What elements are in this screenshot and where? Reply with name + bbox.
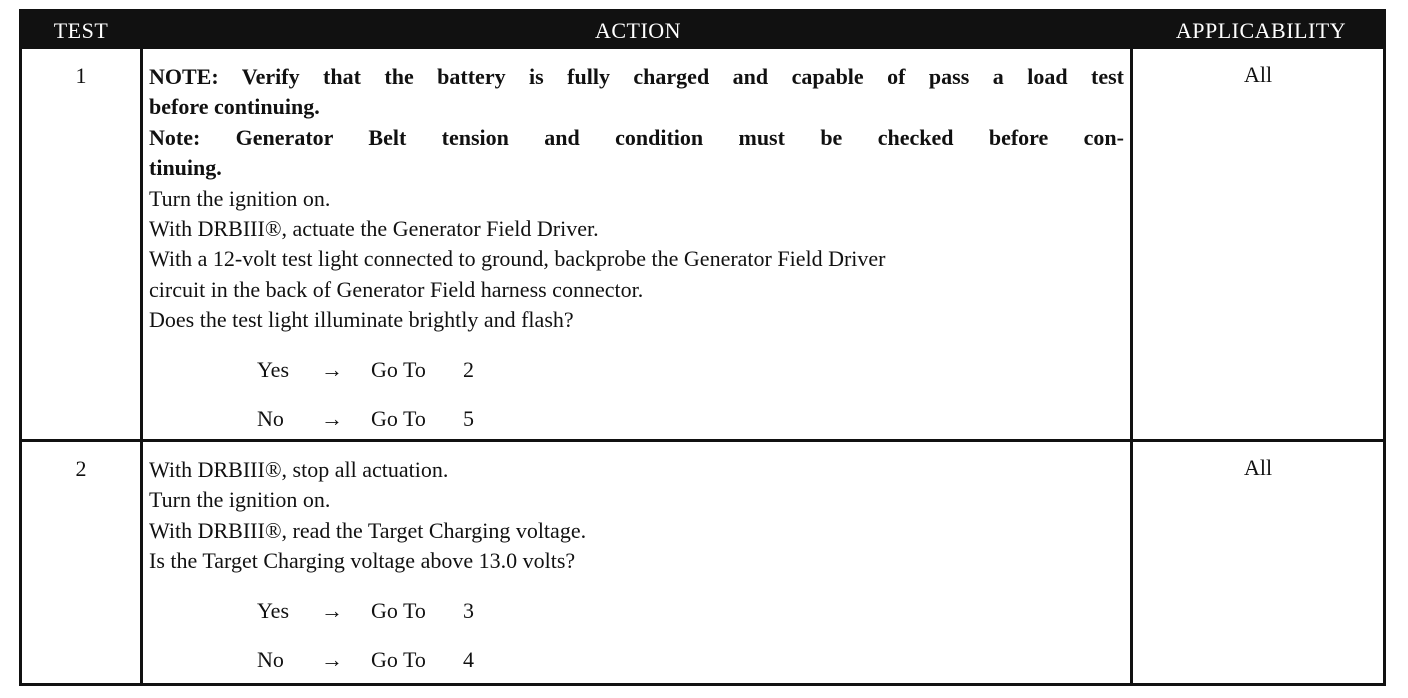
note-line: Note: Generator Belt tension and condition must be checked before con- [149, 124, 1124, 150]
arrow-icon: → [321, 405, 343, 431]
note-line: tinuing. [149, 155, 222, 181]
arrow-icon: → [321, 646, 343, 672]
goto-target: 3 [463, 597, 474, 623]
instruction-line: Turn the ignition on. [149, 487, 331, 513]
goto-label: Go To [371, 646, 426, 672]
column-divider [1130, 49, 1133, 439]
goto-label: Go To [371, 356, 426, 382]
diagnostic-test-table [19, 9, 1386, 686]
applicability-value: All [1243, 455, 1273, 480]
goto-target: 5 [463, 405, 474, 431]
test-number: 1 [75, 63, 87, 88]
action-cell [149, 62, 1124, 453]
answer-label: Yes [257, 356, 290, 382]
instruction-line: With DRBIII®, actuate the Generator Field Driver. [149, 216, 599, 242]
answer-label: No [257, 405, 284, 431]
test-number: 2 [75, 456, 87, 481]
instruction-line: Turn the ignition on. [149, 185, 331, 211]
table-row [22, 442, 1383, 683]
column-divider [140, 49, 143, 439]
answer-option-yes [257, 596, 1124, 645]
answer-label: No [257, 646, 284, 672]
note-line: NOTE: Verify that the battery is fully charged and capable of pass a load test [149, 64, 1124, 89]
header-applicability: APPLICABILITY [1175, 18, 1347, 43]
answer-options [149, 355, 1124, 453]
header-test: TEST [53, 18, 109, 43]
note-line: before continuing. [149, 94, 320, 120]
instruction-line: With a 12-volt test light connected to ground, backprobe the Generator Field Driver [149, 246, 886, 272]
answer-option-yes [257, 355, 1124, 404]
goto-target: 2 [463, 356, 474, 382]
answer-label: Yes [257, 597, 290, 623]
header-action: ACTION [594, 18, 682, 43]
arrow-icon: → [321, 597, 343, 623]
answer-options [149, 596, 1124, 694]
instruction-line: With DRBIII®, stop all actuation. [149, 457, 449, 482]
question-line: Does the test light illuminate brightly and flash? [149, 307, 574, 333]
instruction-line: With DRBIII®, read the Target Charging voltage. [149, 517, 587, 543]
goto-label: Go To [371, 405, 426, 431]
column-divider [140, 442, 143, 683]
action-cell [149, 455, 1124, 694]
goto-target: 4 [463, 646, 474, 672]
question-line: Is the Target Charging voltage above 13.0 volts? [149, 548, 576, 574]
arrow-icon: → [321, 356, 343, 382]
applicability-value: All [1243, 62, 1273, 87]
table-header [22, 12, 1383, 49]
table-row [22, 49, 1383, 442]
goto-label: Go To [371, 597, 426, 623]
instruction-line: circuit in the back of Generator Field harness connector. [149, 276, 644, 302]
answer-option-no [257, 645, 1124, 694]
